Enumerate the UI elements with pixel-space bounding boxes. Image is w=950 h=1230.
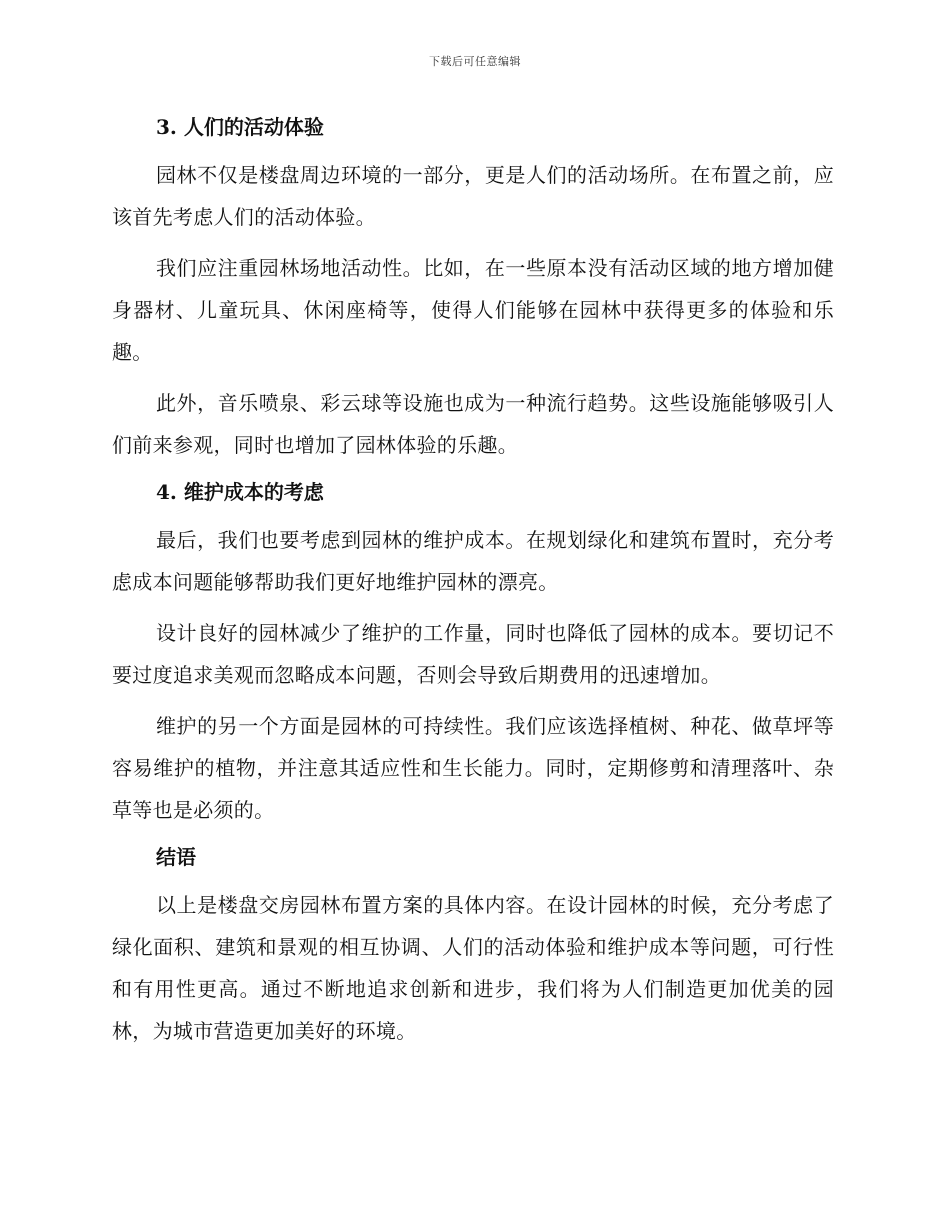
paragraph: 此外，音乐喷泉、彩云球等设施也成为一种流行趋势。这些设施能够吸引人们前来参观，同时也增加了园林体验的乐趣。 [112,391,834,457]
section-heading: 结语 [156,845,196,869]
document-body [112,110,834,1061]
paragraph: 我们应注重园林场地活动性。比如，在一些原本没有活动区域的地方增加健身器材、儿童玩具、休闲座椅等，使得人们能够在园林中获得更多的体验和乐趣。 [112,256,834,364]
section-heading: 3. 人们的活动体验 [156,115,324,139]
paragraph: 园林不仅是楼盘周边环境的一部分，更是人们的活动场所。在布置之前，应该首先考虑人们的活动体验。 [112,163,834,229]
paragraph: 维护的另一个方面是园林的可持续性。我们应该选择植树、种花、做草坪等容易维护的植物，并注意其适应性和生长能力。同时，定期修剪和清理落叶、杂草等也是必须的。 [112,714,834,822]
page-header: 下载后可任意编辑 [429,55,521,68]
paragraph: 设计良好的园林减少了维护的工作量，同时也降低了园林的成本。要切记不要过度追求美观而忽略成本问题，否则会导致后期费用的迅速增加。 [112,621,834,687]
paragraph: 以上是楼盘交房园林布置方案的具体内容。在设计园林的时候，充分考虑了绿化面积、建筑和景观的相互协调、人们的活动体验和维护成本等问题，可行性和有用性更高。通过不断地追求创新和进步，我们将为人们制造更加优美的园林，为城市营造更加美好的环境。 [112,893,834,1043]
section-heading: 4. 维护成本的考虑 [156,480,324,504]
paragraph: 最后，我们也要考虑到园林的维护成本。在规划绿化和建筑布置时，充分考虑成本问题能够帮助我们更好地维护园林的漂亮。 [112,528,834,594]
